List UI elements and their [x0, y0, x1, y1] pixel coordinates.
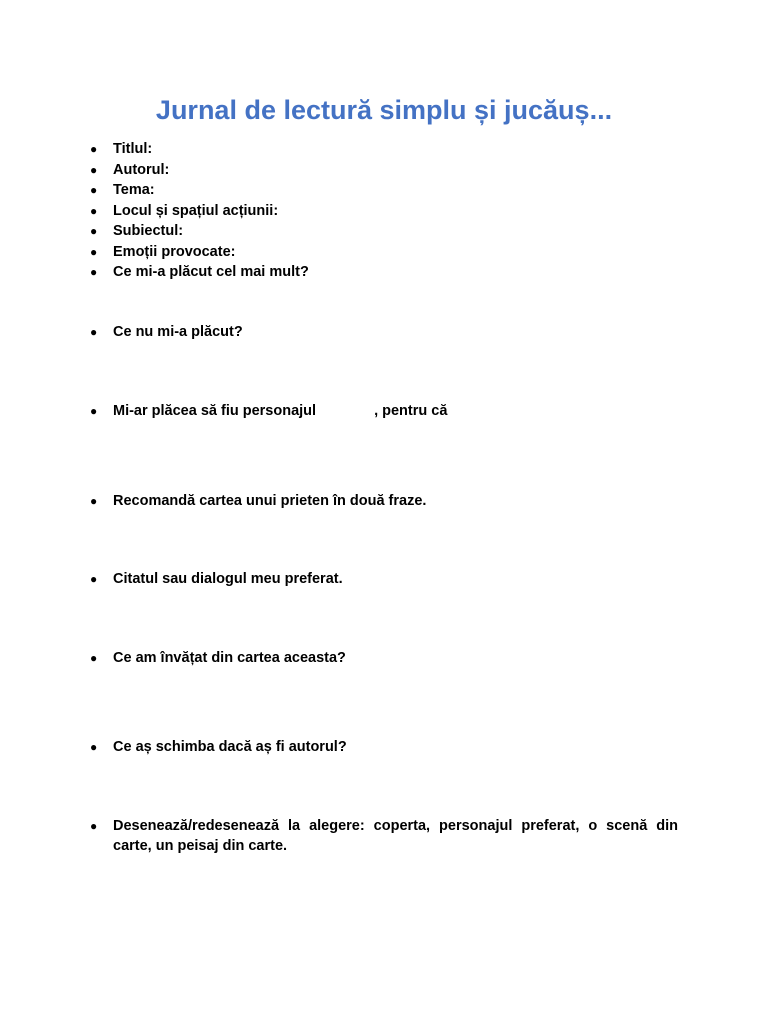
- bullet-icon: ●: [90, 183, 98, 197]
- bullet-icon: ●: [90, 224, 98, 238]
- list-item-favorite-character: [90, 401, 678, 421]
- list-item-recommend: [90, 491, 678, 511]
- list-item-emotions: [90, 242, 678, 262]
- list-item-text: Ce am învățat din cartea aceasta?: [113, 650, 346, 666]
- bullet-icon: ●: [90, 265, 98, 279]
- list-item-text: Recomandă cartea unui prieten în două fraze.: [113, 493, 427, 509]
- list-item-lesson: [90, 648, 678, 668]
- list-item-text: Locul și spațiul acțiunii:: [113, 203, 279, 219]
- list-item-subject: [90, 221, 678, 241]
- list-item-text: Citatul sau dialogul meu preferat.: [113, 571, 343, 587]
- bullet-icon: ●: [90, 163, 98, 177]
- list-item-disliked: [90, 322, 678, 342]
- bullet-icon: ●: [90, 819, 98, 833]
- bullet-icon: ●: [90, 494, 98, 508]
- list-item-theme: [90, 180, 678, 200]
- bullet-icon: ●: [90, 245, 98, 259]
- list-item-change: [90, 737, 678, 757]
- list-item-text: Tema:: [113, 182, 155, 198]
- list-item-title: [90, 139, 678, 159]
- bullet-icon: ●: [90, 404, 98, 418]
- list-item-text: Emoții provocate:: [113, 244, 236, 260]
- bullet-icon: ●: [90, 325, 98, 339]
- list-item-text-start: Mi-ar plăcea să fiu personajul: [113, 403, 317, 419]
- list-item-text: Titlul:: [113, 141, 153, 157]
- list-item-author: [90, 160, 678, 180]
- bullet-icon: ●: [90, 740, 98, 754]
- list-item-setting: [90, 201, 678, 221]
- bullet-icon: ●: [90, 204, 98, 218]
- list-item-text-end: , pentru că: [374, 403, 448, 419]
- page-title: Jurnal de lectură simplu și jucăuș...: [155, 95, 613, 125]
- list-item-quote: [90, 569, 678, 589]
- list-item-text: [113, 401, 678, 421]
- bullet-icon: ●: [90, 572, 98, 586]
- list-item-text: Autorul:: [113, 162, 170, 178]
- bullet-icon: ●: [90, 651, 98, 665]
- bullet-icon: ●: [90, 142, 98, 156]
- list-item-text: Ce mi-a plăcut cel mai mult?: [113, 264, 309, 280]
- list-item-draw: [90, 816, 678, 856]
- list-item-text: Subiectul:: [113, 223, 184, 239]
- list-item-liked-most: [90, 262, 678, 282]
- list-item-text: Ce aș schimba dacă aș fi autorul?: [113, 739, 347, 755]
- list-item-text: Ce nu mi-a plăcut?: [113, 324, 243, 340]
- list-item-text: Desenează/redesenează la alegere: coperta, personajul preferat, o scenă din carte, un peisaj din carte.: [113, 818, 678, 854]
